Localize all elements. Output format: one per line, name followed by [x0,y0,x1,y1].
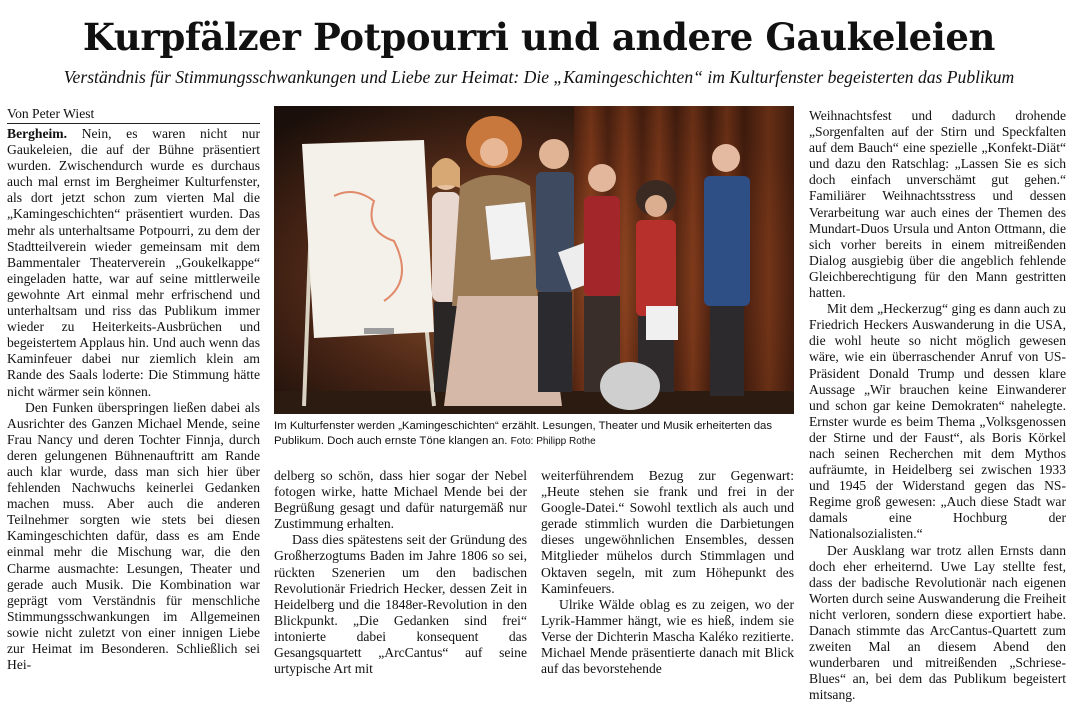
article-column-2 [274,468,527,677]
paragraph: Mit dem „Heckerzug“ ging es dann auch zu Friedrich Heckers Auswanderung in die USA, die wohl heute so nicht möglich gewesen wäre, wie ein überraschender Anruf von US-Präsident Donald Trump und dessen klare Aussage „Wir brauchen keine Einwanderer und schon gar keine Demokraten“ nahelegte. Ernster wurde es beim Thema „Volksgenossen der Stirne und der Faust“, als Boris Körkel nach seinen Recherchen mit dem Mythos aufräumte, in Heidelberg sei zwischen 1933 und 1945 der Widerstand gegen das NS-Regime groß gewesen: „Auch diese Stadt war damals eine Hochburg der Nationalsozialisten.“ [809,301,1066,542]
photo-credit: Foto: Philipp Rothe [510,436,596,447]
article-headline: Kurpfälzer Potpourri und andere Gaukeleien [82,15,996,59]
article-column-1 [7,126,261,673]
byline: Von Peter Wiest [7,106,260,124]
paragraph: Der Ausklang war trotz allen Ernsts dann doch eher erheiternd. Uwe Lay stellte fest, dass der badische Revolutionär nach eigenen Worten durch seine Auswanderung die Freiheit nicht verloren, sondern diese exportiert habe. Danach stimmte das ArcCantus-Quartett zum zweiten Mal an diesem Abend den wunderbaren und mitreißenden „Schriese-Blues“ an, bei dem das Publikum begeistert mitsang. [809,542,1066,703]
paragraph: weiterführendem Bezug zur Gegenwart: „Heute stehen sie frank und frei in der Google-Datei.“ Sowohl textlich als auch und gerade stimmlich wurden die Darbietungen dieses ungewöhnlichen Ensembles, dessen Mitglieder mühelos durch Stimmlagen und Oktaven segeln, mit zum Höhepunkt des Kaminfeuers. [541,468,794,596]
paragraph: delberg so schön, dass hier sogar der Nebel fotogen wirke, hatte Michael Mende bei der Begrüßung gesagt und dafür naturgemäß nur Zustimmung erhalten. [274,468,527,532]
paragraph: Ulrike Wälde oblag es zu zeigen, wo der Lyrik-Hammer hängt, wie es hieß, indem sie Verse der Dichterin Mascha Kaléko rezitierte. Michael Mende präsentierte danach mit Blick auf das bevorstehende [541,596,794,677]
paragraph-text: Nein, es waren nicht nur Gaukeleien, die auf der Bühne präsentiert wurden. Zwischendurch wurde es durchaus auch mal ernst im Bergheimer Kulturfenster, als dort jetzt schon zum vierten Mal die „Kamingeschichten“ präsentiert wurden. Das mehr als unterhaltsame Potpourri, zu dem der Stadtteilverein wieder gemeinsam mit dem Bammentaler Theaterverein „Goukelkappe“ eingeladen hatte, war auf seine mittlerweile gewohnte Art einmal mehr erfrischend und unterhaltsam und riss das Publikum immer wieder zu Heiterkeits-Ausbrüchen und begeistertem Applaus hin. Und auch wenn das Kaminfeuer dabei nur ziemlich klein am Rande des Saals loderte: Die Stimmung hätte nicht wärmer sein können. [7,126,261,399]
paragraph: Weihnachtsfest und dadurch drohende „Sorgenfalten auf der Stirn und Speckfalten auf dem Bauch“ eine spezielle „Konfekt-Diät“ und dazu den Ratschlag: „Lassen Sie es sich doch einfach unverschämt gut gehen.“ Familiärer Weihnachtsstress und dessen Verarbeitung war auch eines der Themen des Mundart-Duos Ursula und Anton Ottmann, die sich vorher bereits in einem mitreißenden Dialog ausgiebig über die angeblich fehlende Gleichberechtigung für den Mann gestritten hatten. [809,108,1066,301]
photo-caption [274,419,794,449]
dateline: Bergheim. [7,126,68,141]
article-column-4 [809,108,1066,703]
article-column-3 [541,468,794,677]
paragraph: Den Funken überspringen ließen dabei als Ausrichter des Ganzen Michael Mende, seine Frau Nancy und deren Tochter Finnja, durch deren gelungenen Bühnenauftritt am Rande auch klar wurde, dass man sich hier über fehlenden Nachwuchs keinerlei Gedanken machen muss. Aber auch die anderen Teilnehmer sorgten wie stets bei diesen Kamingeschichten dafür, dass es am Ende einmal mehr die Mischung war, die den Charme ausmachte: Lesungen, Theater und gerade auch Musik. Die Kombination war geprägt vom Verständnis für menschliche Stimmungsschwankungen im Allgemeinen sowie nicht zuletzt von einer innigen Liebe zur Heimat im Besonderen. Schließlich sei Hei- [7,399,260,673]
paragraph [7,126,260,400]
article-photo [274,106,794,414]
performer-older-man [704,144,750,396]
caption-text: Im Kulturfenster werden „Kamingeschichten“ erzählt. Lesungen, Theater und Musik erheiterten das Publikum. Doch auch ernste Töne klangen an. [274,420,773,447]
audience-head [600,362,660,410]
paragraph: Dass dies spätestens seit der Gründung des Großherzogtums Baden im Jahre 1806 so sei, rückten Szenerien um den badischen Revolutionär Friedrich Hecker, dessen Zeit in Heidelberg und die 1848er-Revolution in den Blickpunkt. „Die Gedanken sind frei“ intonierte dabei konsequent das Gesangsquartett „ArcCantus“ auf seine urtypische Art mit [274,532,527,677]
stage-performers-illustration [274,106,794,414]
performer-woman-red [584,164,620,392]
article-subheadline: Verständnis für Stimmungsschwankungen und Liebe zur Heimat: Die „Kamingeschichten“ im Kulturfenster begeisterten das Publikum [63,67,1015,87]
